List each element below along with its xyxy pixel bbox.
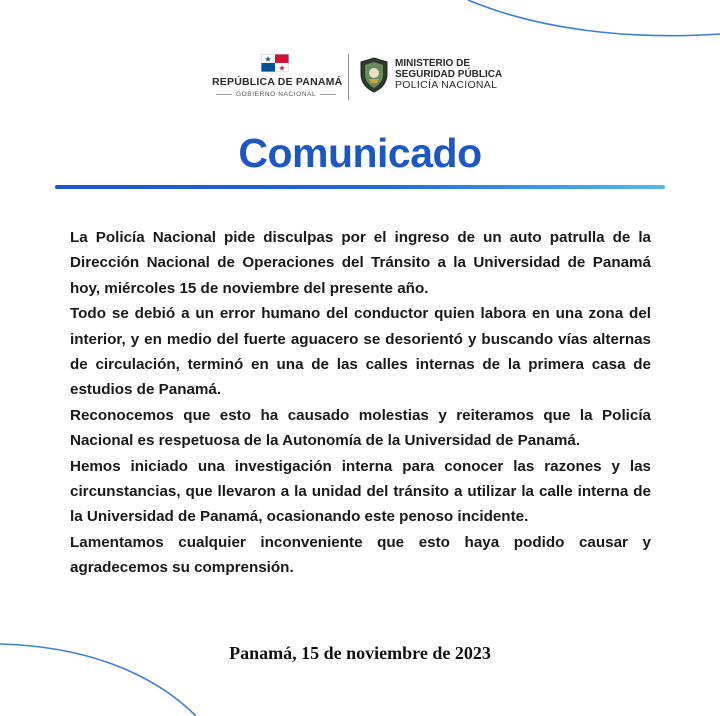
ministerio-text [395, 58, 502, 91]
ministerio-line3: POLICÍA NACIONAL [395, 79, 498, 91]
top-right-curve [468, 0, 720, 36]
paragraph-1: La Policía Nacional pide disculpas por el ingreso de un auto patrulla de la Dirección Nacional de Operaciones del Tránsito a la Universidad de Panamá hoy, miércoles 15 de noviembre del presente año. [70, 229, 651, 297]
footer-date: Panamá, 15 de noviembre de 2023 [229, 643, 491, 663]
title-underline [55, 185, 665, 189]
republica-logo [212, 54, 343, 98]
header [0, 52, 720, 102]
communique-body [70, 225, 651, 581]
panama-flag-icon [261, 54, 289, 72]
ministerio-line1: MINISTERIO DE [395, 58, 471, 69]
gobierno-nacional-label [212, 91, 338, 98]
header-divider [348, 54, 349, 100]
paragraph-4: Hemos iniciado una investigación interna para conocer las razones y las circunstancias, que llevaron a la unidad del tránsito a utilizar la calle interna de la Universidad de Panamá, ocasionando este penoso incidente. [70, 457, 651, 526]
gobierno-nacional-text: GOBIERNO NACIONAL [236, 91, 317, 98]
paragraph-5: Lamentamos cualquier inconveniente que esto haya podido causar y agradecemos su comprensión. [70, 533, 651, 577]
policia-seal-icon [359, 57, 389, 93]
republica-name: REPÚBLICA DE PANAMÁ [212, 76, 343, 88]
page-title: Comunicado [238, 130, 482, 176]
paragraph-3: Reconocemos que esto ha causado molestias y reiteramos que la Policía Nacional es respetuosa de la Autonomía de la Universidad de Panamá. [70, 406, 651, 450]
ministerio-line2: SEGURIDAD PÚBLICA [395, 69, 503, 80]
paragraph-2: Todo se debió a un error humano del conductor quien labora en una zona del interior, y en medio del fuerte aguacero se desorientó y buscando vías alternas de circulación, terminó en una de las calles internas de la primera casa de estudios de Panamá. [70, 305, 651, 399]
